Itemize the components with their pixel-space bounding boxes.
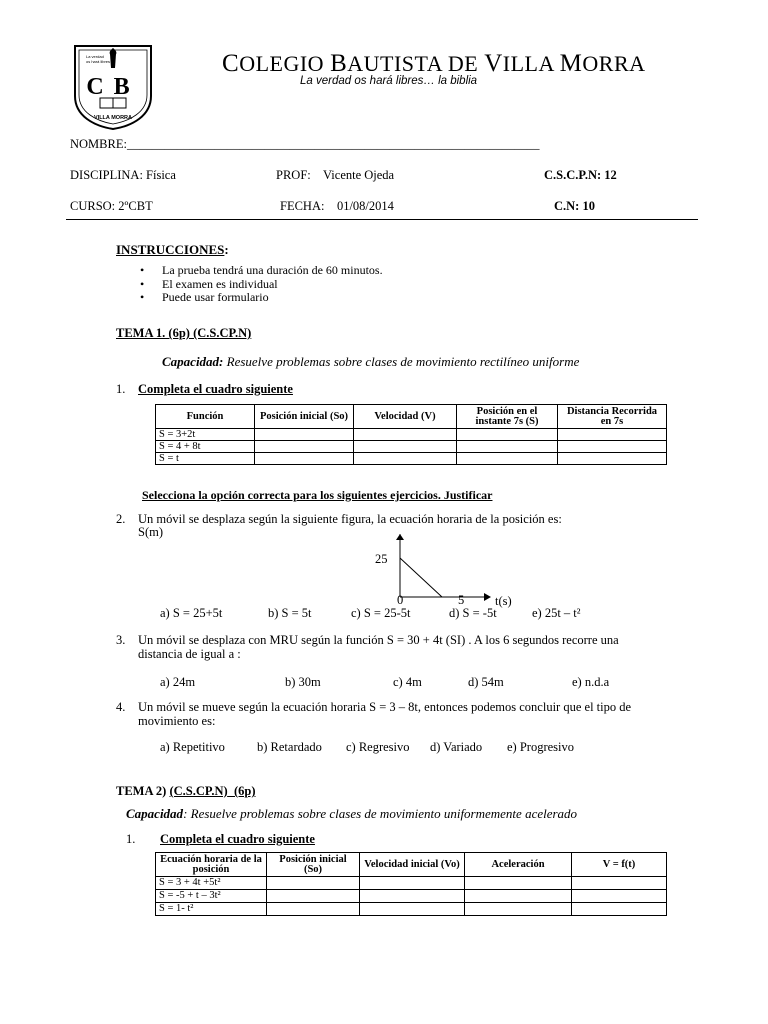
table-cell: S = -5 + t – 3t² (156, 890, 267, 903)
logo-initials: CB (86, 74, 140, 100)
q2-option-b: b) S = 5t (268, 606, 312, 620)
school-name: COLEGIO BAUTISTA DE VILLA MORRA (222, 50, 646, 77)
prof-field: PROF: Vicente Ojeda (276, 168, 395, 182)
table-cell[interactable] (457, 441, 558, 453)
q2-option-c: c) S = 25-5t (351, 606, 411, 620)
tema1-q3-text-line1: Un móvil se desplaza con MRU según la función S = 30 + 4t (SI) . A los 6 segundos recorre una (138, 633, 619, 647)
table-cell: S = t (156, 453, 255, 465)
tema1-capacidad: Capacidad: Resuelve problemas sobre clases de movimiento rectilíneo uniforme (162, 354, 580, 369)
table-cell[interactable] (354, 441, 457, 453)
table-cell[interactable] (457, 429, 558, 441)
tema1-q1-number: 1. (116, 382, 126, 396)
q2-option-e: e) 25t – t² (532, 606, 581, 620)
header-divider (66, 219, 698, 220)
table-cell[interactable] (267, 890, 360, 903)
instruction-item: • La prueba tendrá una duración de 60 minutos. (138, 264, 383, 278)
table-cell: S = 1- t² (156, 903, 267, 916)
table-cell[interactable] (558, 441, 667, 453)
tema2-title: TEMA 2) (C.S.CP.N) (6p) (116, 784, 256, 798)
instructions-list (138, 264, 383, 305)
instruction-item: • Puede usar formulario (138, 291, 383, 305)
table-cell[interactable] (267, 903, 360, 916)
table-cell[interactable] (354, 429, 457, 441)
svg-text:La verdad: La verdad (86, 54, 104, 59)
table-cell[interactable] (572, 890, 667, 903)
table-cell[interactable] (255, 429, 354, 441)
tema1-q4-number: 4. (116, 700, 126, 714)
fecha-field: FECHA: 01/08/2014 (280, 199, 394, 213)
table-header: Función (156, 405, 255, 429)
table-cell[interactable] (267, 877, 360, 890)
cn-field: C.N: 10 (554, 199, 595, 213)
tema1-table (155, 404, 667, 465)
q4-option-c: c) Regresivo (346, 740, 410, 754)
school-motto: La verdad os hará libres… la biblia (300, 75, 478, 87)
table-cell[interactable] (360, 903, 465, 916)
q3-option-e: e) n.d.a (572, 675, 610, 689)
table-cell[interactable] (354, 453, 457, 465)
q3-option-b: b) 30m (285, 675, 321, 689)
instruction-item: • El examen es individual (138, 278, 383, 292)
tema1-title: TEMA 1. (6p) (C.S.CP.N) (116, 326, 252, 340)
curso-field: CURSO: 2ºCBT (70, 199, 153, 213)
table-cell[interactable] (360, 890, 465, 903)
q2-x-value: 5 (458, 593, 465, 607)
table-cell[interactable] (572, 877, 667, 890)
table-cell[interactable] (255, 453, 354, 465)
tema1-q2-number: 2. (116, 512, 126, 526)
table-cell: S = 3+2t (156, 429, 255, 441)
instructions-title: INSTRUCCIONES: (116, 242, 229, 257)
table-cell[interactable] (465, 903, 572, 916)
tema2-capacidad: Capacidad: Resuelve problemas sobre clases de movimiento uniformemente acelerado (126, 806, 578, 821)
table-cell[interactable] (558, 453, 667, 465)
q4-option-b: b) Retardado (257, 740, 322, 754)
graph-line (400, 558, 442, 597)
table-header: Distancia Recorrida en 7s (558, 405, 667, 429)
q2-option-a: a) S = 25+5t (160, 606, 223, 620)
q4-option-e: e) Progresivo (507, 740, 574, 754)
nombre-field: NOMBRE:__________________________________________________________________ (70, 137, 540, 151)
table-header: Posición inicial (So) (267, 853, 360, 877)
tema2-q1-number: 1. (126, 832, 136, 846)
table-header: Velocidad inicial (Vo) (360, 853, 465, 877)
table-cell[interactable] (457, 453, 558, 465)
q2-axis-x-label: t(s) (495, 594, 512, 608)
q2-axis-y-label: S(m) (138, 525, 163, 539)
q2-y-value: 25 (375, 552, 388, 566)
tema1-q3-text-line2: distancia de igual a : (138, 647, 241, 661)
table-cell: S = 3 + 4t +5t² (156, 877, 267, 890)
q3-option-c: c) 4m (393, 675, 422, 689)
tema1-q2-text: Un móvil se desplaza según la siguiente figura, la ecuación horaria de la posición es: (138, 512, 562, 526)
q3-option-d: d) 54m (468, 675, 504, 689)
tema1-q1-title: Completa el cuadro siguiente (138, 382, 293, 396)
table-cell[interactable] (572, 903, 667, 916)
svg-text:VILLA MORRA: VILLA MORRA (94, 115, 132, 121)
tema2-table (155, 852, 667, 916)
cscpn-field: C.S.C.P.N: 12 (544, 168, 617, 182)
select-instruction: Selecciona la opción correcta para los siguientes ejercicios. Justificar (142, 488, 493, 502)
q4-option-d: d) Variado (430, 740, 483, 754)
table-header: V = f(t) (572, 853, 667, 877)
table-cell: S = 4 + 8t (156, 441, 255, 453)
table-cell[interactable] (465, 877, 572, 890)
graph-x-arrow (484, 593, 491, 601)
table-header: Posición inicial (So) (255, 405, 354, 429)
school-logo (72, 44, 154, 130)
svg-text:os hará libres: os hará libres (86, 59, 111, 64)
table-header: Aceleración (465, 853, 572, 877)
table-header: Ecuación horaria de la posición (156, 853, 267, 877)
q3-option-a: a) 24m (160, 675, 196, 689)
table-cell[interactable] (465, 890, 572, 903)
disciplina-field: DISCIPLINA: Física (70, 168, 176, 182)
table-cell[interactable] (558, 429, 667, 441)
table-header: Posición en el instante 7s (S) (457, 405, 558, 429)
q4-option-a: a) Repetitivo (160, 740, 225, 754)
table-cell[interactable] (360, 877, 465, 890)
graph-y-arrow (396, 534, 404, 540)
q2-option-d: d) S = -5t (449, 606, 497, 620)
tema2-q1-title: Completa el cuadro siguiente (160, 832, 315, 846)
q2-origin: 0 (397, 593, 404, 607)
table-cell[interactable] (255, 441, 354, 453)
table-header: Velocidad (V) (354, 405, 457, 429)
tema1-q3-number: 3. (116, 633, 126, 647)
tema1-q4-text-line2: movimiento es: (138, 714, 216, 728)
tema1-q4-text-line1: Un móvil se mueve según la ecuación horaria S = 3 – 8t, entonces podemos concluir que el tipo de (138, 700, 632, 714)
